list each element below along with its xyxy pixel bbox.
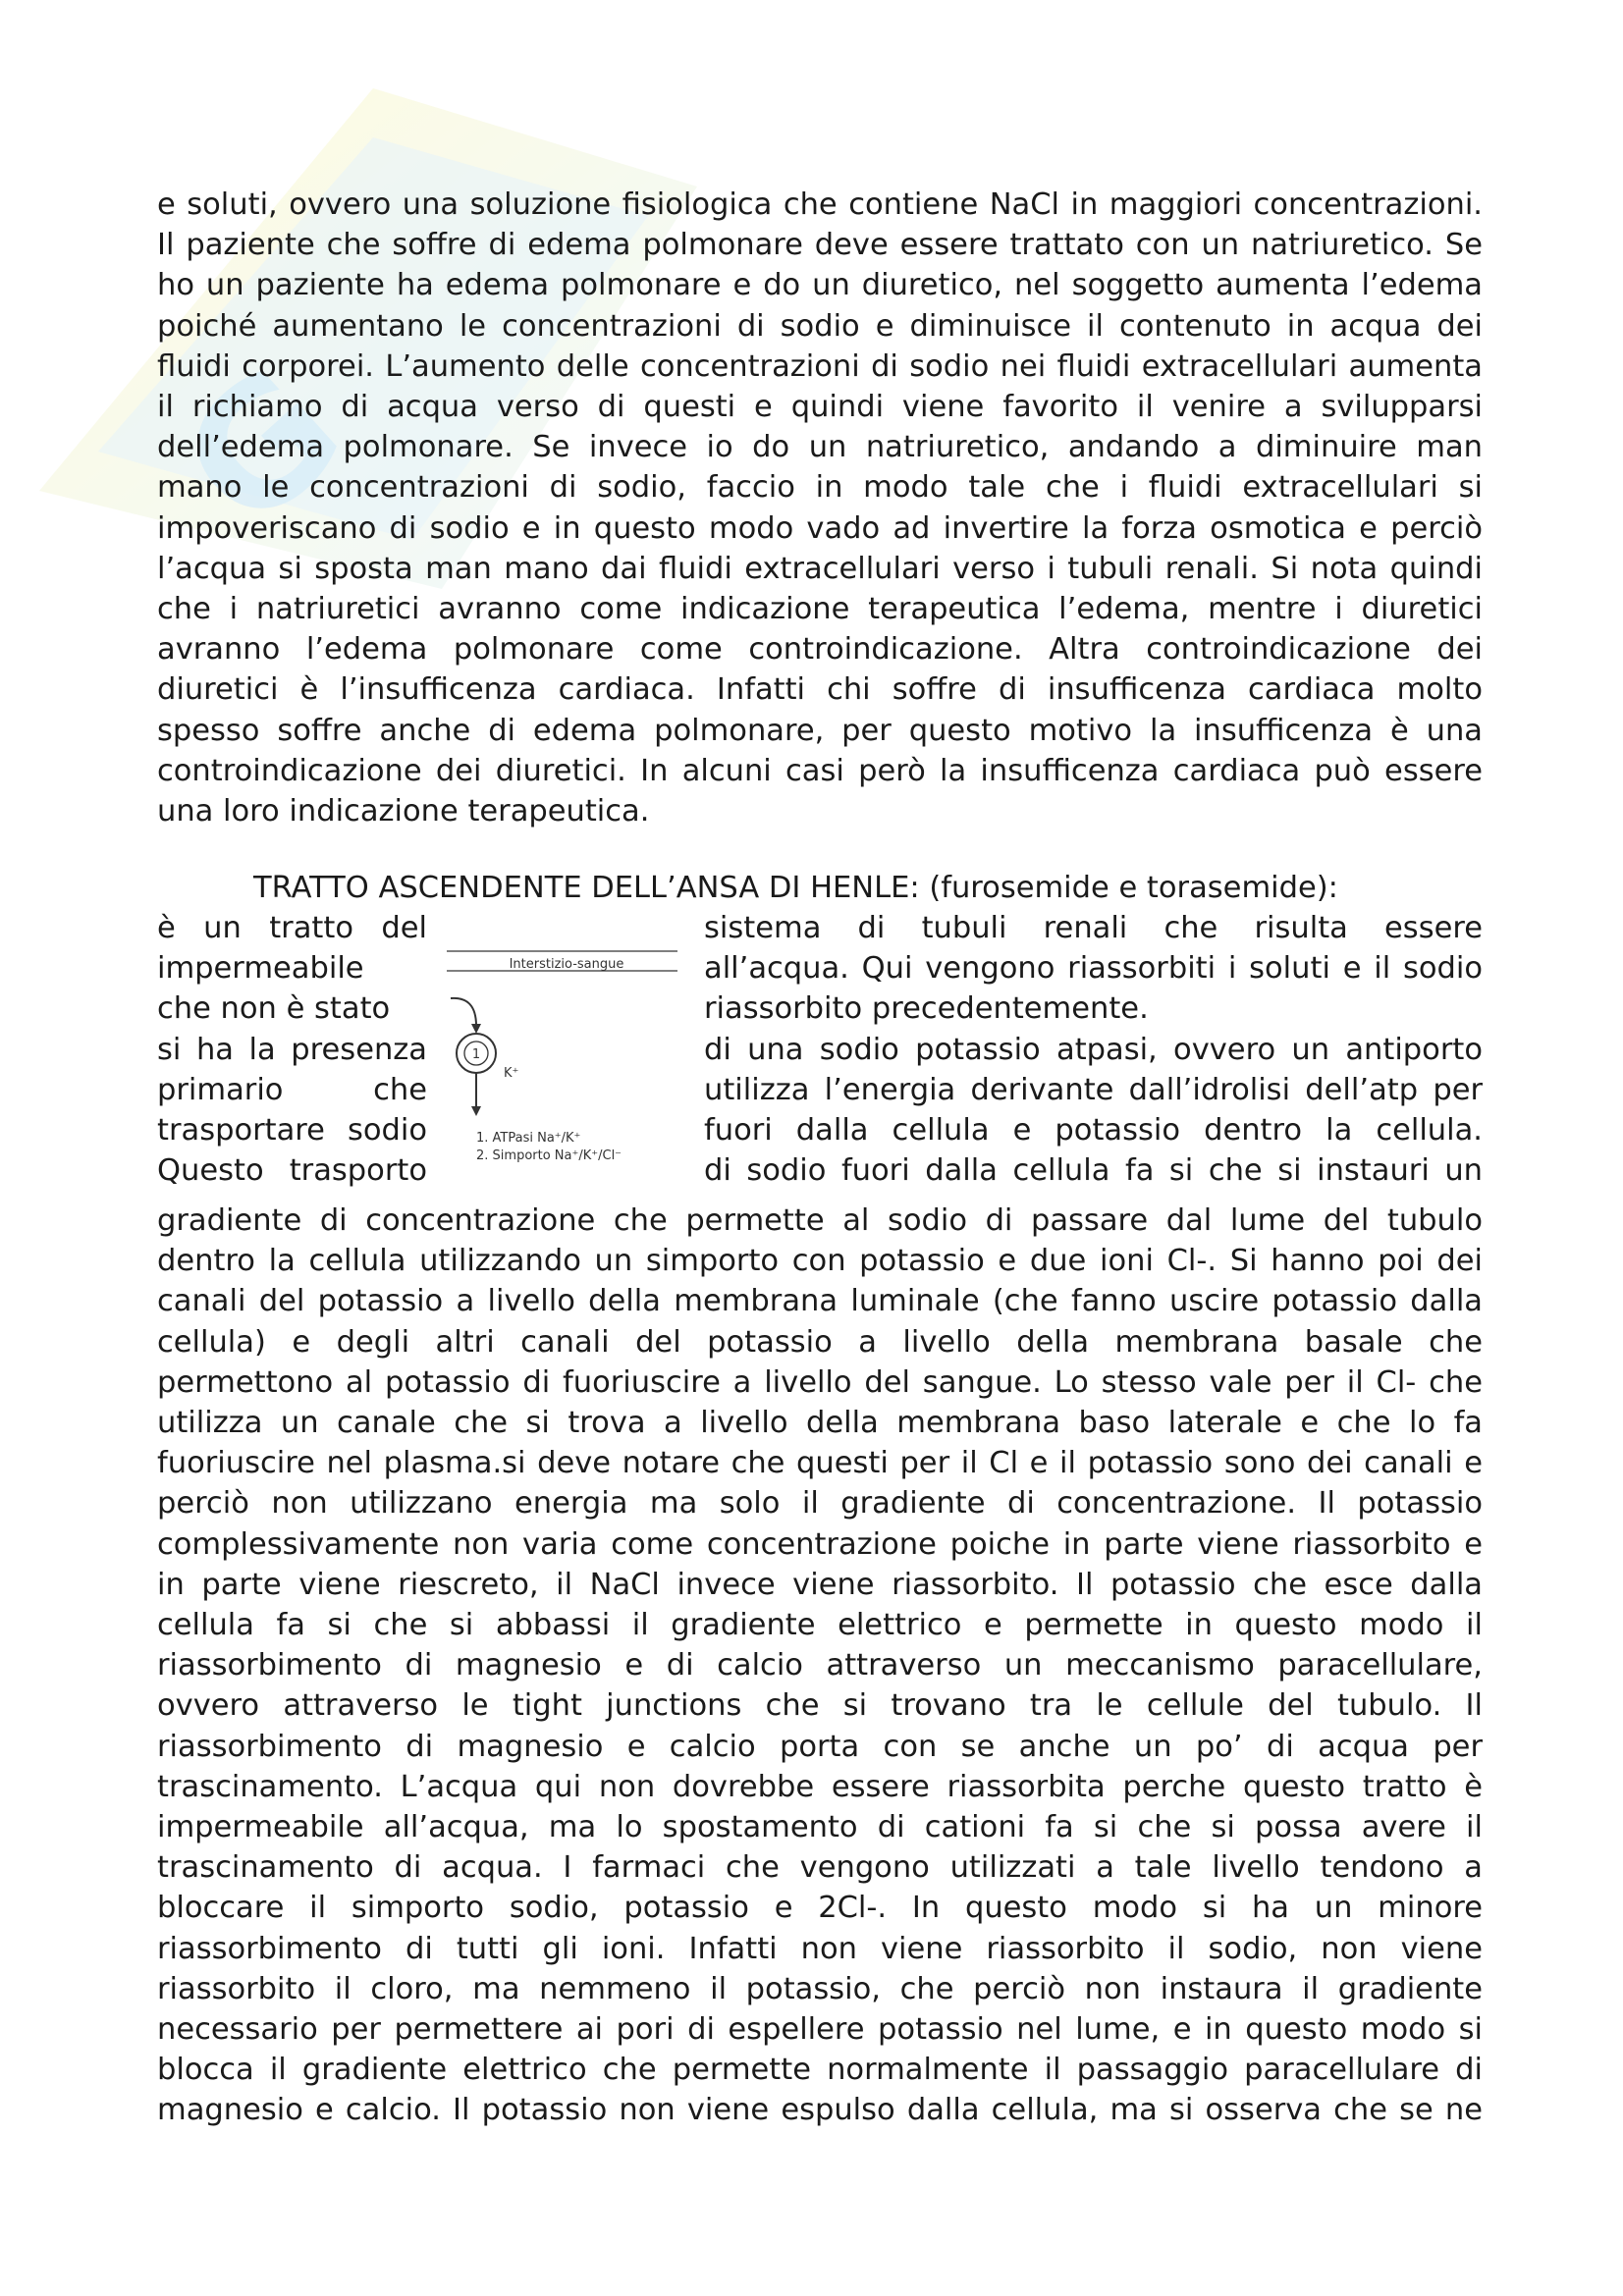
wrap-text-line: si ha la presenza	[157, 1032, 427, 1067]
text-line: ho un paziente ha edema polmonare e do un diuretico, nel soggetto aumenta l’edema	[157, 268, 1483, 303]
potassium-label: K⁺	[504, 1066, 519, 1081]
text-line: fuoriuscire nel plasma.si deve notare che questi per il Cl e il potassio sono dei canali e	[157, 1446, 1483, 1481]
text-line: permettono al potassio di fuoriuscire a livello del sangue. Lo stesso vale per il Cl- che	[157, 1364, 1483, 1400]
text-line: ovvero attraverso le tight junctions che si trovano tra le cellule del tubulo. Il	[157, 1688, 1483, 1724]
text-line: riassorbimento di magnesio e di calcio attraverso un meccanismo paracellulare,	[157, 1648, 1483, 1683]
wrap-text-line: di sodio fuori dalla cellula fa si che si instauri un	[704, 1153, 1483, 1189]
section-heading: TRATTO ASCENDENTE DELL’ANSA DI HENLE: (furosemide e torasemide):	[253, 871, 1338, 905]
text-line: l’acqua si sposta man mano dai fluidi extracellulari verso i tubuli renali. Si nota quindi	[157, 551, 1483, 586]
text-line: dell’edema polmonare. Se invece io do un natriuretico, andando a diminuire man	[157, 430, 1483, 465]
svg-text:G: G	[146, 330, 379, 566]
text-line: controindicazione dei diuretici. In alcuni casi però la insufficenza cardiaca può essere	[157, 753, 1483, 788]
wrap-text-line: che non è stato	[157, 991, 391, 1027]
legend-item-1: 1. ATPasi Na⁺/K⁺	[476, 1131, 581, 1146]
wrap-text-left	[157, 908, 427, 1191]
text-line: poiché aumentano le concentrazioni di sodio e diminuisce il contenuto in acqua dei	[157, 308, 1483, 344]
wrap-text-line: Questo trasporto	[157, 1153, 427, 1189]
text-line: cellula fa si che si abbassi il gradiente elettrico e permette in questo modo il	[157, 1608, 1483, 1643]
text-line: spesso soffre anche di edema polmonare, per questo motivo la insufficenza è una	[157, 713, 1483, 748]
figure-label-interstitium: Interstizio-sangue	[509, 957, 624, 972]
wrap-text-line: fuori dalla cellula e potassio dentro la cellula.	[704, 1113, 1483, 1148]
pump-number-label: 1	[471, 1047, 481, 1062]
text-line: riassorbimento di tutti gli ioni. Infatti non viene riassorbito il sodio, non viene	[157, 1931, 1483, 1966]
legend-item-2: 2. Simporto Na⁺/K⁺/Cl⁻	[476, 1148, 622, 1163]
text-line: mano le concentrazioni di sodio, faccio in modo tale che i fluidi extracellulari si	[157, 470, 1483, 506]
text-line: gradiente di concentrazione che permette al sodio di passare dal lume del tubulo	[157, 1203, 1483, 1238]
curved-arrow-icon	[451, 998, 476, 1026]
text-line: magnesio e calcio. Il potassio non viene espulso dalla cellula, ma si osserva che se ne	[157, 2093, 1483, 2128]
wrap-text-line: primario che	[157, 1072, 427, 1107]
text-line: il richiamo di acqua verso di questi e quindi viene favorito il venire a svilupparsi	[157, 390, 1483, 425]
wrap-text-line: sistema di tubuli renali che risulta essere	[704, 911, 1483, 945]
wrap-text-line: riassorbito precedentemente.	[704, 991, 1149, 1027]
text-line: che i natriuretici avranno come indicazione terapeutica l’edema, mentre i diuretici	[157, 592, 1483, 627]
text-line: trascinamento. L’acqua qui non dovrebbe essere riassorbita perche questo tratto è	[157, 1769, 1483, 1804]
text-line: diuretici è l’insufficenza cardiaca. Infatti chi soffre di insufficenza cardiaca molto	[157, 672, 1483, 708]
text-line: canali del potassio a livello della membrana luminale (che fanno uscire potassio dalla	[157, 1284, 1483, 1319]
text-line: complessivamente non varia come concentrazione poiche in parte viene riassorbito e	[157, 1526, 1483, 1562]
text-line: utilizza un canale che si trova a livello della membrana baso laterale e che lo fa	[157, 1406, 1483, 1441]
wrap-text-line: è un tratto del	[157, 911, 427, 945]
text-line: avranno l’edema polmonare come controindicazione. Altra controindicazione dei	[157, 632, 1483, 667]
text-line: trascinamento di acqua. I farmaci che vengono utilizzati a tale livello tendono a	[157, 1850, 1483, 1886]
text-line: cellula) e degli altri canali del potassio a livello della membrana basale che	[157, 1324, 1483, 1360]
wrap-text-line: di una sodio potassio atpasi, ovvero un antiporto	[704, 1032, 1483, 1067]
text-line: in parte viene riescreto, il NaCl invece viene riassorbito. Il potassio che esce dalla	[157, 1567, 1483, 1602]
arrow-head-icon	[471, 1024, 481, 1034]
text-line: perciò non utilizzano energia ma solo il gradiente di concentrazione. Il potassio	[157, 1486, 1483, 1522]
text-line: blocca il gradiente elettrico che permette normalmente il passaggio paracellulare di	[157, 2053, 1483, 2088]
text-line: e soluti, ovvero una soluzione fisiologica che contiene NaCl in maggiori concentrazioni.	[157, 187, 1483, 222]
body-paragraph	[157, 1201, 1483, 2131]
text-line: Il paziente che soffre di edema polmonare deve essere trattato con un natriuretico. Se	[157, 228, 1483, 263]
text-line: impermeabile all’acqua, ma lo spostamento di cationi fa si che si possa avere il	[157, 1810, 1483, 1845]
wrap-text-line: trasportare sodio	[157, 1113, 427, 1148]
wrap-text-right	[704, 908, 1483, 1191]
wrap-text-line: utilizza l’energia derivante dall’idrolisi dell’atp per	[704, 1072, 1483, 1107]
text-line: dentro la cellula utilizzando un simporto con potassio e due ioni Cl-. Si hanno poi dei	[157, 1244, 1483, 1279]
text-line: una loro indicazione terapeutica.	[157, 794, 650, 829]
text-line: impoveriscano di sodio e in questo modo vado ad invertire la forza osmotica e perciò	[157, 510, 1483, 546]
text-line: riassorbito il cloro, ma nemmeno il potassio, che perciò non instaura il gradiente	[157, 1971, 1483, 2006]
intro-paragraph	[157, 185, 1483, 831]
wrap-text-line: impermeabile	[157, 951, 364, 987]
ion-transport-diagram	[437, 937, 687, 1183]
text-line: necessario per permettere ai pori di espellere potassio nel lume, e in questo modo si	[157, 2012, 1483, 2048]
text-line: bloccare il simporto sodio, potassio e 2Cl-. In questo modo si ha un minore	[157, 1891, 1483, 1926]
wrap-text-line: all’acqua. Qui vengono riassorbiti i soluti e il sodio	[704, 951, 1483, 987]
text-line: riassorbimento di magnesio e calcio porta con se anche un po’ di acqua per	[157, 1729, 1483, 1764]
arrow-head-down-icon	[471, 1106, 481, 1116]
text-line: fluidi corporei. L’aumento delle concentrazioni di sodio nei fluidi extracellulari aumenta	[157, 348, 1483, 384]
